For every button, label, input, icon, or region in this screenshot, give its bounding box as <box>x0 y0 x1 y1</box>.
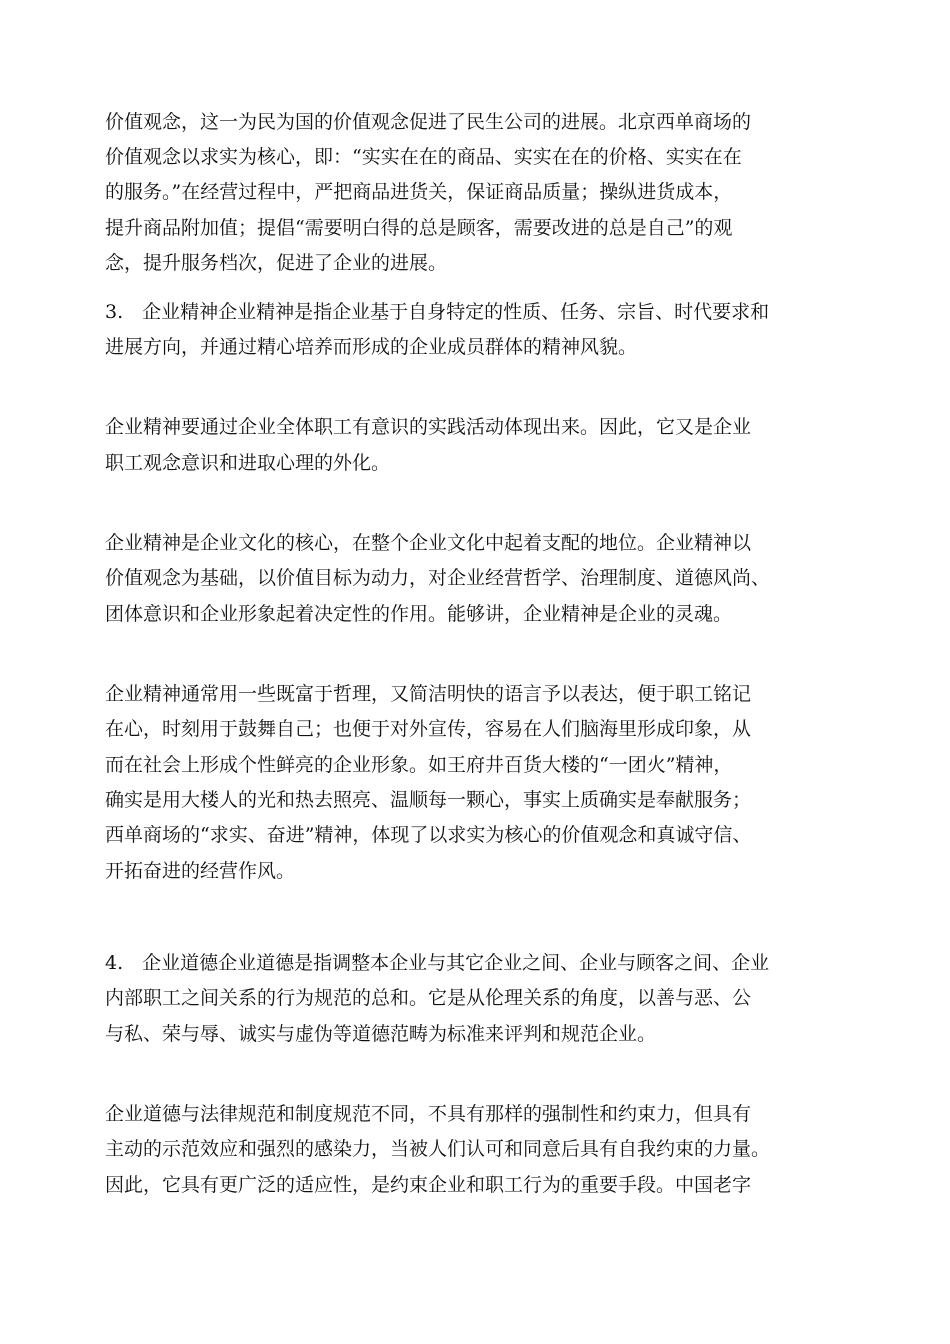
text-line: 企业精神通常用一些既富于哲理，又简洁明快的语言予以表达，便于职工铭记 <box>105 683 752 705</box>
text-line: 进展方向，并通过精心培养而形成的企业成员群体的精神风貌。 <box>105 336 638 358</box>
text-line: 内部职工之间关系的行为规范的总和。它是从伦理关系的角度，以善与恶、公 <box>105 987 752 1009</box>
text-line: 提升商品附加值；提倡“需要明白得的总是顾客，需要改进的总是自己”的观 <box>105 217 733 239</box>
text-line: 价值观念为基础，以价值目标为动力，对企业经营哲学、治理制度、道德风尚、 <box>105 567 771 589</box>
text-line: 而在社会上形成个性鲜亮的企业形象。如王府井百货大楼的“一团火”精神， <box>105 754 733 776</box>
text-line: 3. 企业精神企业精神是指企业基于自身特定的性质、任务、宗旨、时代要求和 <box>105 301 770 323</box>
text-line: 的服务。”在经营过程中，严把商品进货关，保证商品质量；操纵进货成本， <box>105 181 733 203</box>
text-line: 开拓奋进的经营作风。 <box>105 860 296 882</box>
text-line: 西单商场的“求实、奋进”精神，体现了以求实为核心的价值观念和真诚守信、 <box>105 824 752 846</box>
text-line: 主动的示范效应和强烈的感染力，当被人们认可和同意后具有自我约束的力量。 <box>105 1138 771 1160</box>
text-line: 确实是用大楼人的光和热去照亮、温顺每一颗心，事实上质确实是奉献服务； <box>105 789 752 811</box>
text-line: 因此，它具有更广泛的适应性，是约束企业和职工行为的重要手段。中国老字 <box>105 1174 752 1196</box>
text-line: 与私、荣与辱、诚实与虚伪等道德范畴为标准来评判和规范企业。 <box>105 1023 657 1045</box>
text-line: 价值观念，这一为民为国的价值观念促进了民生公司的进展。北京西单商场的 <box>105 111 752 133</box>
text-line: 4. 企业道德企业道德是指调整本企业与其它企业之间、企业与顾客之间、企业 <box>105 952 770 974</box>
text-line: 企业道德与法律规范和制度规范不同，不具有那样的强制性和约束力，但具有 <box>105 1103 752 1125</box>
text-line: 念，提升服务档次，促进了企业的进展。 <box>105 252 448 274</box>
text-line: 企业精神是企业文化的核心，在整个企业文化中起着支配的地位。企业精神以 <box>105 532 752 554</box>
text-line: 在心，时刻用于鼓舞自己；也便于对外宣传，容易在人们脑海里形成印象，从 <box>105 718 752 740</box>
text-line: 职工观念意识和进取心理的外化。 <box>105 452 391 474</box>
text-line: 团体意识和企业形象起着决定性的作用。能够讲，企业精神是企业的灵魂。 <box>105 603 733 625</box>
text-line: 企业精神要通过企业全体职工有意识的实践活动体现出来。因此，它又是企业 <box>105 416 752 438</box>
text-line: 价值观念以求实为核心，即：“实实在在的商品、实实在在的价格、实实在在 <box>105 146 742 168</box>
